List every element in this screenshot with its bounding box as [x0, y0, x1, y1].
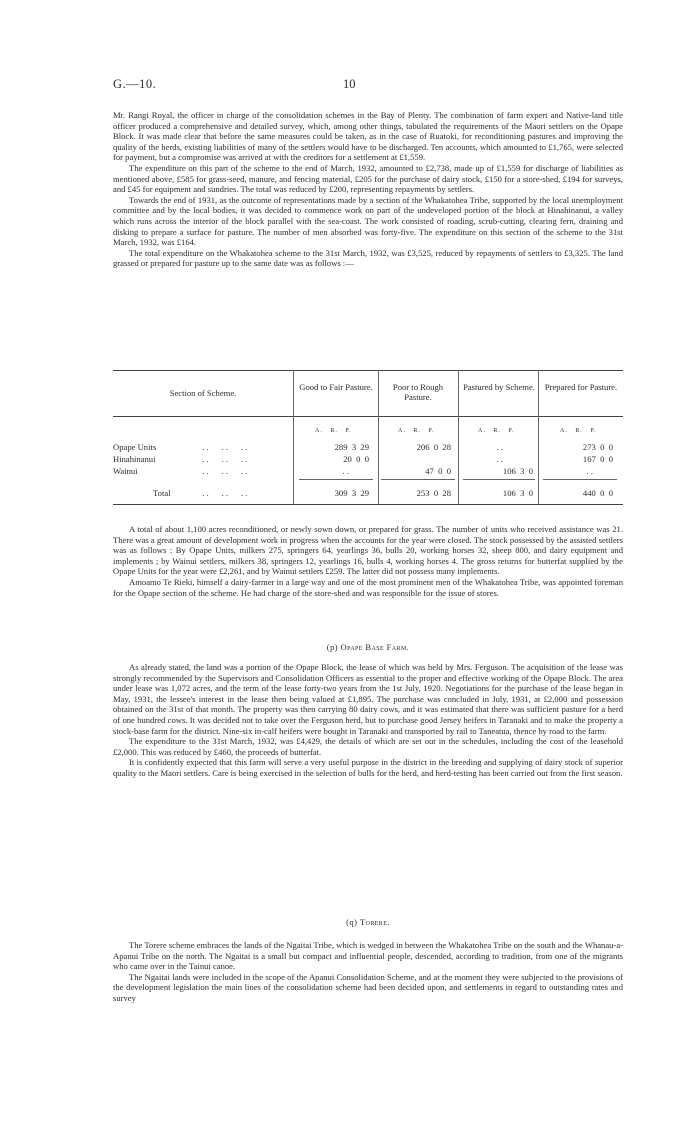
row-label-hinahinanui: Hinahinanui	[113, 454, 156, 464]
table-cell: . .	[496, 442, 503, 452]
units-label: A. R. P.	[398, 428, 435, 434]
row-leader-dots: . . . . . .	[198, 466, 248, 476]
units-label: A. R. P.	[315, 428, 352, 434]
paragraph: The Torere scheme embraces the lands of the Ngaitai Tribe, which is wedged in between the Whakatohea Tribe on the south and the Whanau-a-Apanui Tribe on the north. The Ngaitai is a small but compact and influential people, descended, according to tradition, from one of the migrants who came over in the Tainui canoe.	[113, 940, 623, 972]
heading-torere	[113, 917, 623, 927]
table-bottom-rule	[113, 504, 623, 505]
section-whakatohea-text	[113, 110, 623, 269]
section-base-farm-text	[113, 662, 623, 779]
sum-rule	[299, 479, 373, 480]
paragraph: The expenditure on this part of the scheme to the end of March, 1932, amounted to £2,738, made up of £1,559 for discharge of liabilities as mentioned above, £585 for grass-seed, manure, and fencing material, £205 for the purchase of dairy stock, £150 for a store-shed, £194 for surveys, and £45 for equipment and sundries. The total was reduced by £200, representing repayments by settlers.	[113, 162, 623, 195]
row-leader-dots: . . . . . .	[198, 488, 248, 498]
table-cell: 273 0 0	[582, 442, 613, 452]
table-cell: 289 3 29	[334, 442, 369, 452]
column-divider	[538, 370, 539, 504]
column-header-prepared-for-pasture: Prepared for Pasture.	[544, 382, 618, 392]
table-cell: . .	[586, 466, 593, 476]
column-header-pastured-by-scheme: Pastured by Scheme.	[463, 382, 535, 392]
paragraph: Mr. Rangi Royal, the officer in charge of the consolidation schemes in the Bay of Plenty. The combination of farm expert and Native-land title officer produced a comprehensive and detailed survey, which, among other things, tabulated the requirements of the Maori settlers on the Opape Block. It was made clear that before the same measures could be taken, as in the case of Ruatoki, for reconditioning pastures and improving the quality of the herds, existing liabilities of many of the settlers would have to be discharged. Ten accounts, which amounted to £1,765, were selected for payment, but a compromise was arrived at with the creditors for a settlement at £1,559.	[113, 110, 623, 163]
paragraph: Towards the end of 1931, as the outcome of representations made by a section of the Whakatohea Tribe, supported by the local unemployment committee and by the local bodies, it was decided to commence work on part of the undeveloped portion of the block at Hinahinanui, a valley which runs across the interior of the block parallel with the sea-coast. The work consisted of roading, scrub-cutting, clearing fern, draining and disking to prepare a surface for pasture. The number of men absorbed was forty-five. The expenditure on this section of the scheme to the 31st March, 1932, was £164.	[113, 194, 623, 248]
table-cell: 206 0 28	[416, 442, 451, 452]
paragraph: The Ngaitai lands were included in the scope of the Apanui Consolidation Scheme, and at the moment they were subjected to the provisions of the development legislation the main lines of the consolidation scheme had been decided upon, and settlements in regard to outstanding rates and survey	[113, 971, 623, 1003]
table-cell: 167 0 0	[582, 454, 613, 464]
page-reference: G.—10.	[113, 77, 157, 91]
heading-opape-base-farm	[113, 642, 623, 652]
row-leader-dots: . . . . . .	[198, 454, 248, 464]
units-label: A. R. P.	[478, 428, 515, 434]
sum-rule	[463, 479, 535, 480]
paragraph: As already stated, the land was a portion of the Opape Block, the lease of which was held by Mrs. Ferguson. The acquisition of the lease was strongly recommended by the Supervisors and Consolidation Officers as essential to the proper and effective working of the Opape Block. The area under lease was 1,072 acres, and the term of the lease forty-two years from the 1st July, 1920. Negotiations for the purchase of the lease began in May, 1931, the lessee's interest in the lease then being valued at £1,895. The purchase was concluded in July, 1931, at £2,000 and possession obtained on the 31st of that month. The property was then carrying 80 dairy cows, and it was estimated that there was sufficient pasture for a herd of one hundred cows. It was decided not to take over the Ferguson herd, but to purchase good Jersey heifers in Taranaki and to make the property a stock-base farm for the district. Nine-six in-calf heifers were bought in Taranaki and transported by rail to Taneatua, thence by road to the farm.	[113, 662, 623, 736]
table-cell: . .	[496, 454, 503, 464]
table-cell: 106 3 0	[502, 466, 533, 476]
section-torere-text	[113, 940, 623, 1004]
page-number: 10	[343, 77, 356, 91]
table-cell-total: 106 3 0	[502, 488, 533, 498]
paragraph: The total expenditure on the Whakatohea scheme to the 31st March, 1932, was £3,525, reduced by repayments of settlers to £3,325. The land grassed or prepared for pasture up to the same date was as follows :—	[113, 247, 623, 269]
table-cell-total: 309 3 29	[334, 488, 369, 498]
table-cell: 20 0 0	[343, 454, 369, 464]
column-header-good-pasture: Good to Fair Pasture.	[299, 382, 373, 392]
units-label: A. R. P.	[560, 428, 597, 434]
section-stock-text	[113, 524, 623, 598]
paragraph: The expenditure to the 31st March, 1932, was £4,429, the details of which are set out in the schedules, including the cost of the leasehold £2,000. This was reduced by £460, the proceeds of butterfat.	[113, 736, 623, 757]
row-label-wainui: Wainui	[113, 466, 138, 476]
table-top-rule	[113, 370, 623, 371]
paragraph: Amoamo Te Rieki, himself a dairy-farmer in a large way and one of the most prominent men of the Whakatohea Tribe, was appointed foreman for the Opape section of the scheme. He had charge of the store-shed and was responsible for the issue of stores.	[113, 576, 623, 598]
sum-rule	[543, 479, 617, 480]
pasture-table	[113, 370, 623, 505]
column-header-poor-pasture: Poor to Rough Pasture.	[392, 382, 444, 402]
sum-rule	[381, 479, 455, 480]
column-divider	[458, 370, 459, 504]
table-cell-total: 440 0 0	[582, 488, 613, 498]
heading-title: Opape Base Farm.	[340, 642, 410, 652]
paragraph: A total of about 1,100 acres reconditioned, or newly sown down, or prepared for grass. The number of units who received assistance was 21. There was a great amount of development work in progress when the accounts for the year were closed. The stock possessed by the assisted settlers was as follows : By Opape Units, milkers 275, springers 64, yearlings 36, bulls 20, working horses 32, sheep 800, and dairy equipment and implements ; by Wainui settlers, milkers 38, springers 12, yearlings 16, bulls 4, working horses 4. The gross returns for butterfat supplied by the Opape Units for the year were £2,261, and by Wainui settlers £259. The latter did not possess many implements.	[113, 524, 623, 577]
table-cell-total: 253 0 28	[416, 488, 451, 498]
row-label-total: Total	[153, 488, 171, 498]
table-cell: . .	[342, 466, 349, 476]
table-header-rule	[113, 416, 623, 417]
heading-title: Torere.	[359, 917, 390, 927]
column-header-section: Section of Scheme.	[169, 388, 237, 398]
heading-prefix: (q)	[346, 917, 360, 927]
paragraph: It is confidently expected that this farm will serve a very useful purpose in the district in the breeding and supplying of dairy stock of superior quality to the Maori settlers. Care is being exercised in the selection of bulls for the herd, and herd-testing has been carried out from the first season.	[113, 757, 623, 778]
column-divider	[378, 370, 379, 504]
heading-prefix: (p)	[326, 642, 341, 652]
row-label-opape-units: Opape Units	[113, 442, 157, 452]
column-divider	[293, 370, 294, 504]
row-leader-dots: . . . . . .	[198, 442, 248, 452]
table-cell: 47 0 0	[425, 466, 451, 476]
